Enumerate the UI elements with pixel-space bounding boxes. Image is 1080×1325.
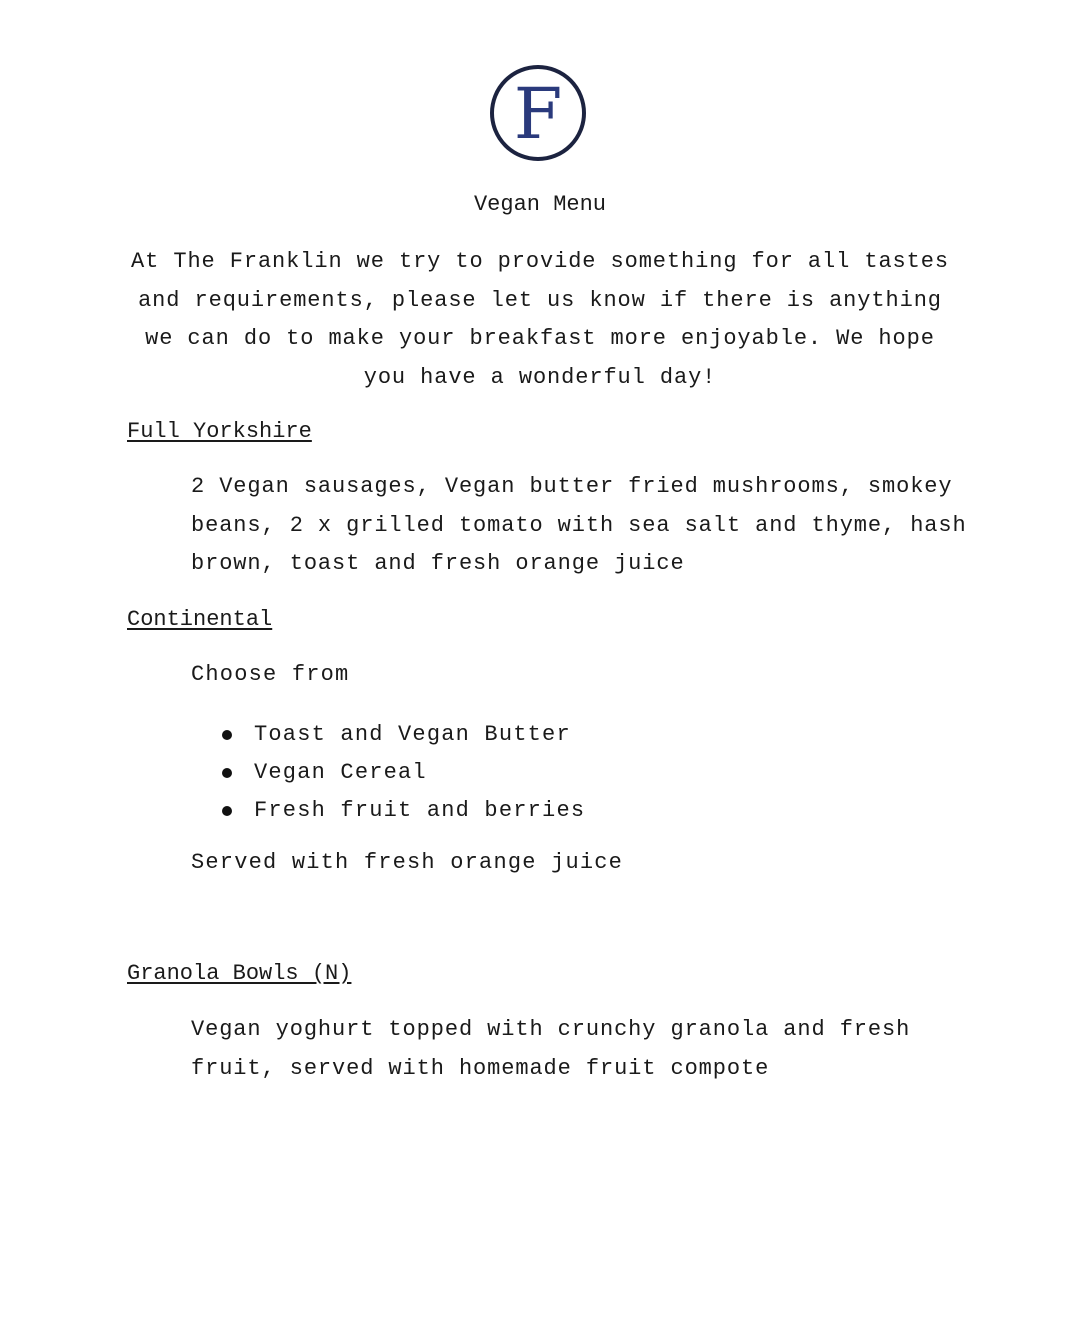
bullet-icon [222,730,232,740]
section-heading-full-yorkshire: Full Yorkshire [127,419,312,444]
intro-text: At The Franklin we try to provide something for all tastes and requirements, please let us know if there is anything we can do to make your breakfast more enjoyable. We hope you have a wonderful day! [131,249,949,390]
bullet-icon [222,768,232,778]
menu-title: Vegan Menu [473,192,607,217]
section-heading-continental: Continental [127,607,273,632]
full-yorkshire-description: 2 Vegan sausages, Vegan butter fried mushrooms, smokey beans, 2 x grilled tomato with sea salt and thyme, hash brown, toast and fresh orange juice [191,474,967,576]
list-item: Vegan Cereal [222,754,585,792]
franklin-logo [490,65,586,161]
granola-bowls-description: Vegan yoghurt topped with crunchy granola and fresh fruit, served with homemade fruit compote [191,1017,911,1081]
continental-footer: Served with fresh orange juice [191,850,624,875]
section-heading-granola-bowls: Granola Bowls (N) [127,961,352,986]
logo-letter: F [513,73,563,155]
list-item: Fresh fruit and berries [222,792,585,830]
continental-lead: Choose from [191,662,350,687]
bullet-icon [222,806,232,816]
continental-choices-list [222,716,585,830]
list-item: Toast and Vegan Butter [222,716,585,754]
